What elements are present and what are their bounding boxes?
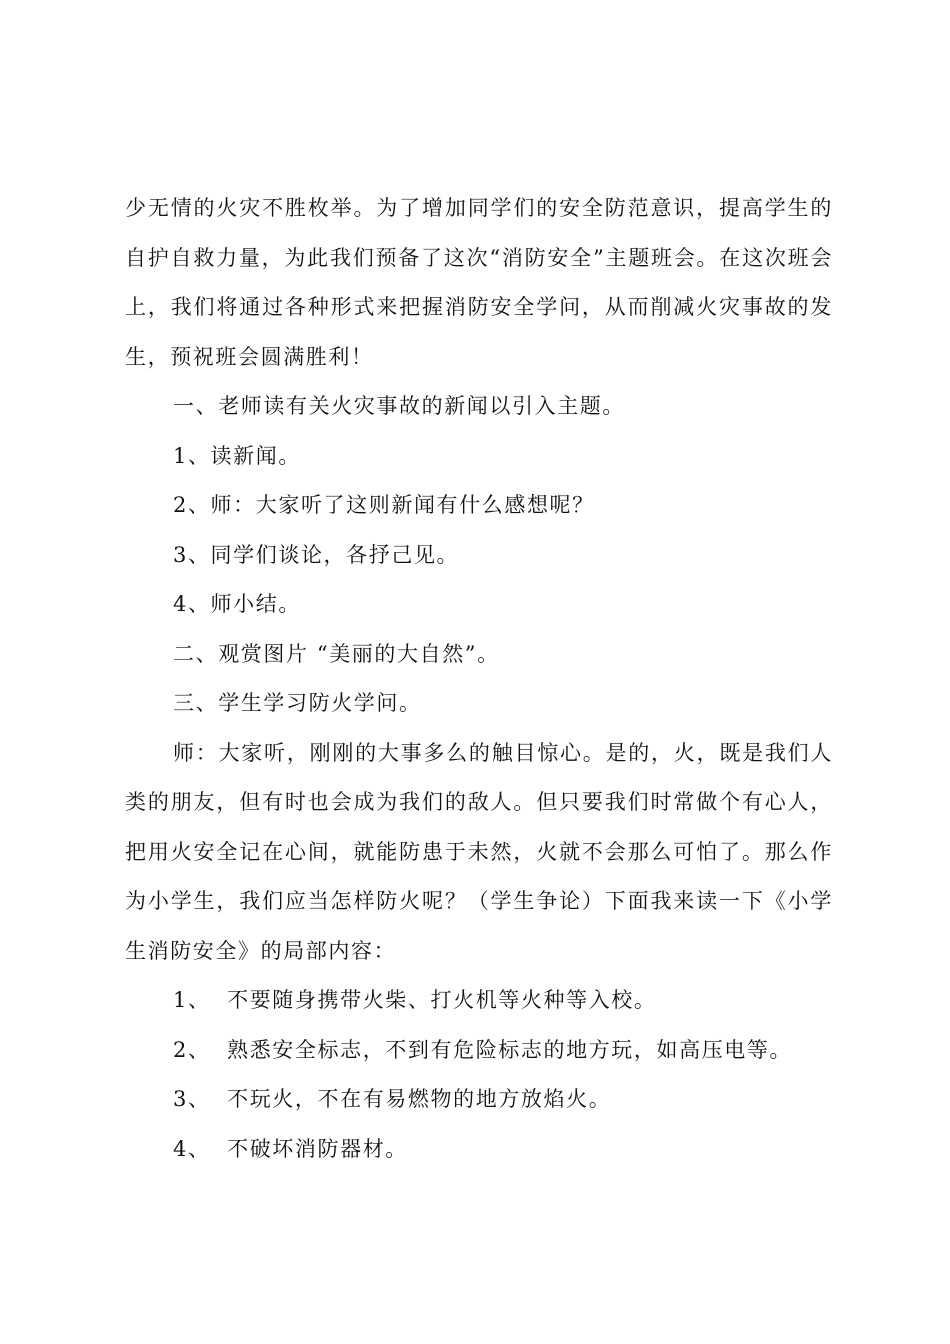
list-item: 3、同学们谈论，各抒己见。: [173, 542, 460, 567]
intro-paragraph: 少无情的火灾不胜枚举。为了增加同学们的安全防范意识，提高学生的自护自救力量，为此我们预备了这次“消防安全”主题班会。在这次班会上，我们将通过各种形式来把握消防安全学问，从而削减火灾事故的发生，预祝班会圆满胜利！: [125, 196, 833, 369]
list-item: 2、 熟悉安全标志，不到有危险标志的地方玩，如高压电等。: [173, 1037, 793, 1062]
teacher-speech-paragraph: 师：大家听，刚刚的大事多么的触目惊心。是的，火，既是我们人类的朋友，但有时也会成为我们的敌人。但只要我们时常做个有心人，把用火安全记在心间，就能防患于未然，火就不会那么可怕了。那么作为小学生，我们应当怎样防火呢？（学生争论）下面我来读一下《小学生消防安全》的局部内容：: [125, 740, 833, 963]
document-body: [125, 184, 833, 1174]
section-heading-3: 三、学生学习防火学问。: [173, 691, 422, 715]
section-heading-2: 二、观赏图片 “美丽的大自然”。: [173, 641, 500, 666]
list-item: 1、读新闻。: [173, 443, 301, 468]
section-heading-1: 一、老师读有关火灾事故的新闻以引入主题。: [173, 394, 625, 418]
list-item: 1、 不要随身携带火柴、打火机等火种等入校。: [173, 988, 657, 1012]
list-item: 2、师：大家听了这则新闻有什么感想呢？: [173, 493, 595, 517]
list-item: 4、师小结。: [173, 592, 301, 616]
list-item: 3、 不玩火，不在有易燃物的地方放焰火。: [173, 1087, 612, 1111]
list-item: 4、 不破坏消防器材。: [173, 1136, 408, 1161]
